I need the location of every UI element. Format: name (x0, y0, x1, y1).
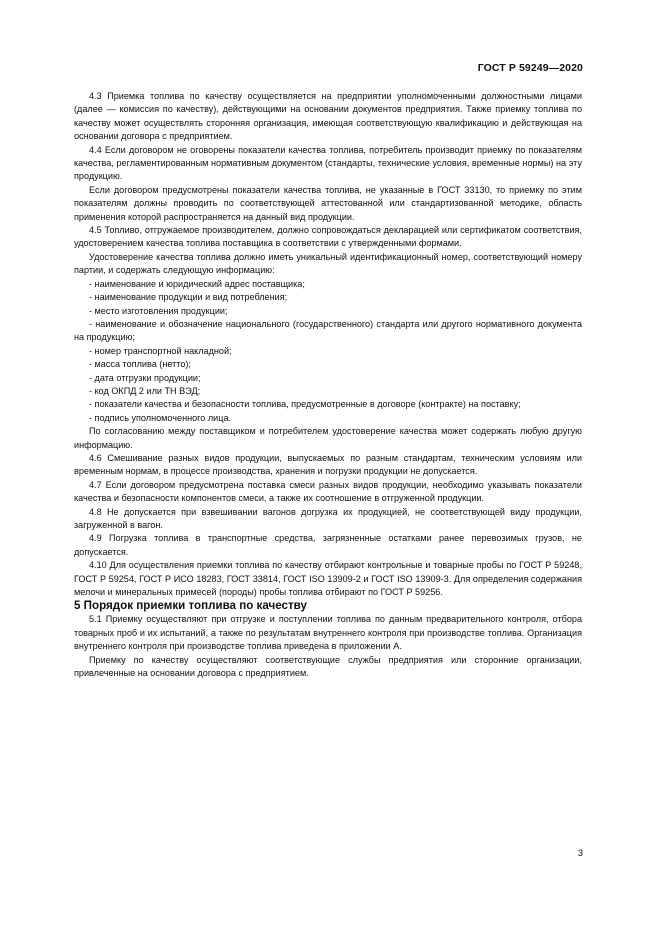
paragraph: Удостоверение качества топлива должно иметь уникальный идентификационный номер, соответствующий номеру партии, и содержать следующую информацию: (74, 251, 582, 276)
paragraph: 4.10 Для осуществления приемки топлива по качеству отбирают контрольные и товарные пробы по ГОСТ Р 59248, ГОСТ Р 59254, ГОСТ Р ИСО 18283, ГОСТ 33814, ГОСТ ISO 13909-2 и ГОСТ ISO 13909-3. Для определения содержания мелочи и минеральных примесей (породы) пробы топлива отбирают по ГОСТ Р 59256. (74, 560, 582, 598)
paragraph: - код ОКПД 2 или ТН ВЭД; (89, 385, 201, 396)
paragraph: 4.9 Погрузка топлива в транспортные средства, загрязненные остатками ранее перевозимых грузов, не допускается. (74, 533, 582, 557)
paragraph: - дата отгрузки продукции; (89, 372, 201, 383)
document-body (74, 90, 582, 680)
paragraph: - наименование и обозначение национального (государственного) стандарта или другого нормативного документа на продукцию; (74, 318, 582, 343)
paragraph: - наименование и юридический адрес поставщика; (89, 278, 305, 289)
document-id-header: ГОСТ Р 59249—2020 (477, 62, 583, 74)
paragraph: 4.8 Не допускается при взвешивании вагонов догрузка их продукцией, не соответствующей виду продукции, загруженной в вагон. (74, 506, 582, 530)
section-heading: 5 Порядок приемки топлива по качеству (74, 599, 307, 613)
paragraph: - номер транспортной накладной; (89, 345, 232, 356)
paragraph: 4.5 Топливо, отгружаемое производителем, должно сопровождаться декларацией или сертификатом соответствия, удостоверением качества топлива поставщика в соответствии с утвержденными формами. (74, 225, 582, 249)
paragraph: 4.4 Если договором не оговорены показатели качества топлива, потребитель производит приемку по показателям качества, регламентированным нормативным документом (стандарты, технические условия, временные нормы) на эту продукцию. (74, 144, 582, 182)
paragraph: - подпись уполномоченного лица. (89, 412, 232, 423)
paragraph: 4.3 Приемка топлива по качеству осуществляется на предприятии уполномоченными должностными лицами (далее — комиссия по качеству), действующими на основании документов предприятия. Также приемку топлива по качеству может осуществлять сторонняя организация, имеющая соответствующую квалификацию и действующая на основании договора с предприятием. (74, 91, 582, 142)
paragraph: - место изготовления продукции; (89, 305, 228, 316)
paragraph: - наименование продукции и вид потребления; (89, 292, 288, 303)
paragraph: 4.7 Если договором предусмотрена поставка смеси разных видов продукции, необходимо указывать показатели качества и безопасности компонентов смеси, а также их соотношение в отгруженной продукции. (74, 479, 582, 504)
paragraph: - масса топлива (нетто); (89, 359, 191, 370)
page-number: 3 (577, 848, 583, 859)
paragraph: - показатели качества и безопасности топлива, предусмотренные в договоре (контракте) на поставку; (89, 399, 521, 410)
paragraph: 5.1 Приемку осуществляют при отгрузке и поступлении топлива по данным предварительного контроля, отбора товарных проб и их испытаний, а также по результатам внутреннего контроля при производстве топлива. Организация внутреннего контроля при производстве топлива приведена в приложении А. (74, 614, 582, 652)
paragraph: Приемку по качеству осуществляют соответствующие службы предприятия или сторонние организации, привлеченные на основании договора с предприятием. (74, 654, 582, 679)
paragraph: 4.6 Смешивание разных видов продукции, выпускаемых по разным стандартам, техническим условиям или временным нормам, в процессе производства, хранения и погрузки продукции не допускается. (74, 452, 582, 477)
paragraph: Если договором предусмотрены показатели качества топлива, не указанные в ГОСТ 33130, то приемку по этим показателям должны проводить по соответствующей аттестованной или стандартизованной методике, область применения которой распространяется на данный вид продукции. (74, 184, 582, 222)
paragraph: По согласованию между поставщиком и потребителем удостоверение качества может содержать любую другую информацию. (74, 426, 582, 450)
